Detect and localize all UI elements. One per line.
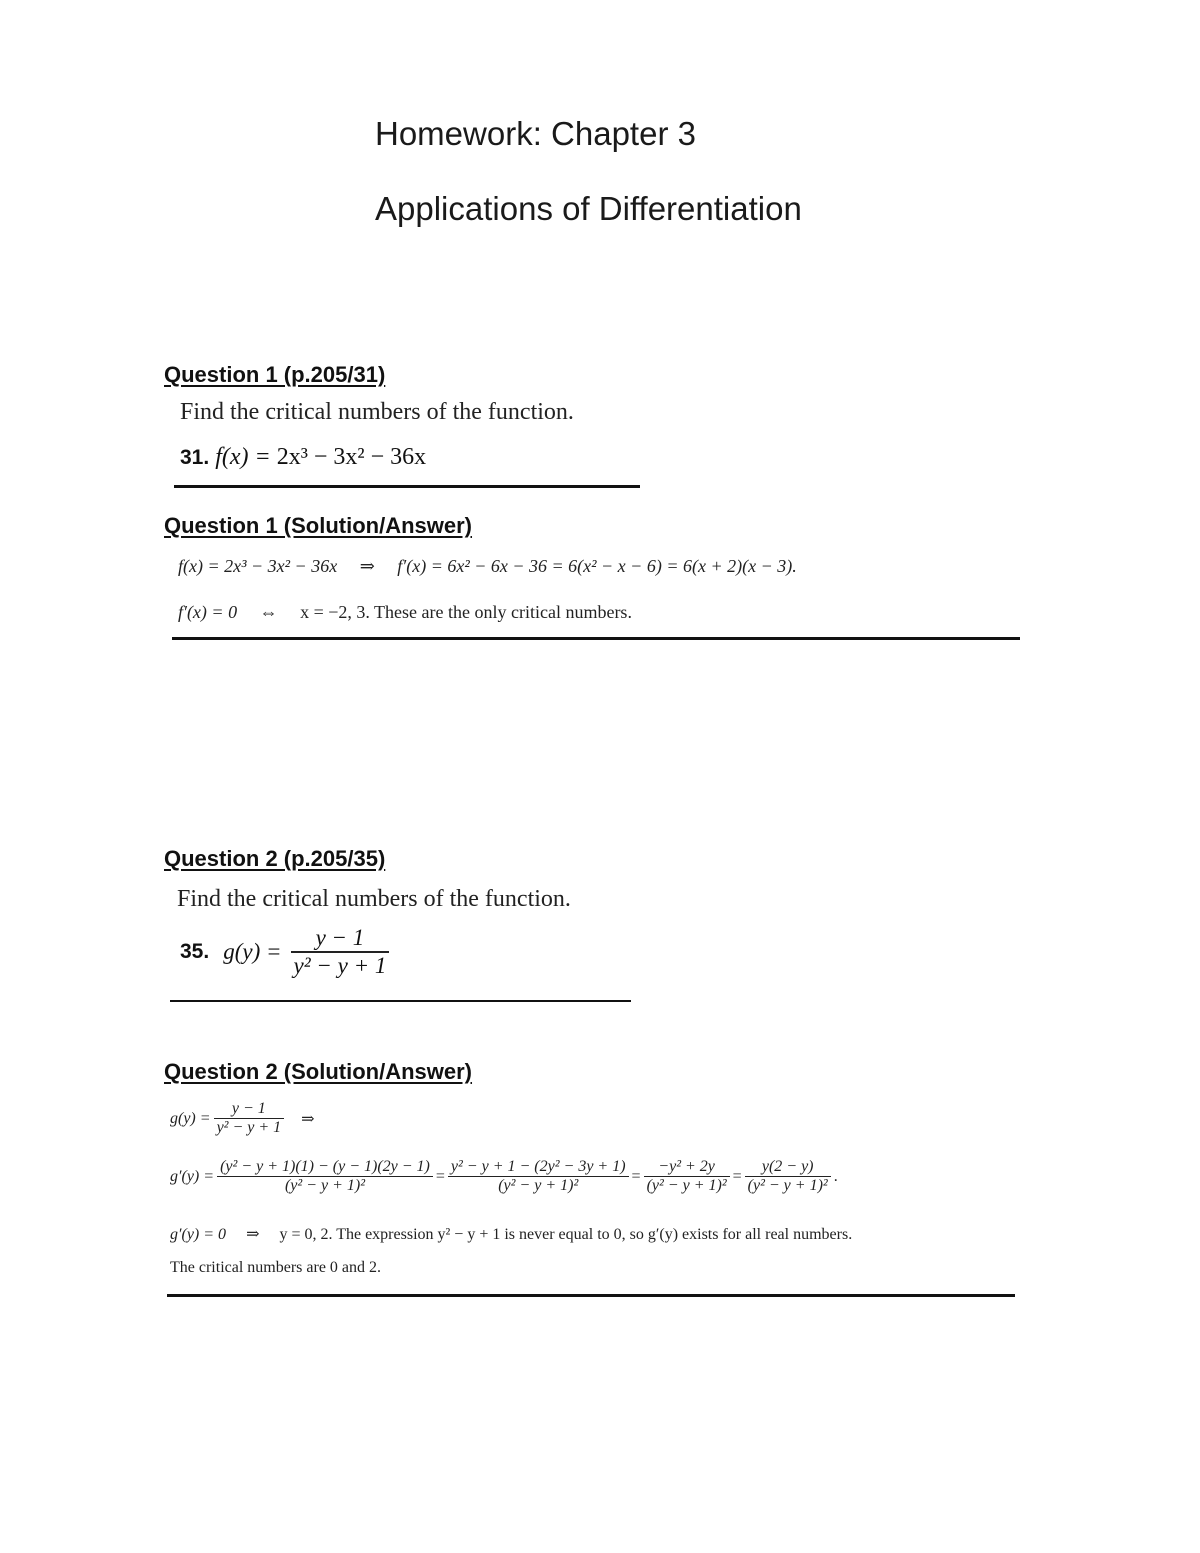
- question-1-heading: Question 1 (p.205/31): [164, 362, 386, 387]
- page-subtitle: Applications of Differentiation: [375, 190, 802, 227]
- fraction-denominator: (y² − y + 1)²: [747, 1177, 828, 1195]
- question-2-solution-line-3: [170, 1224, 852, 1244]
- question-1-problem: [180, 444, 426, 471]
- page-title: Homework: Chapter 3: [375, 115, 696, 152]
- problem-fraction: [291, 925, 390, 979]
- iff-arrow: ⇔: [259, 602, 278, 622]
- critical-condition: f′(x) = 0: [178, 602, 238, 622]
- fraction-numerator: y − 1: [231, 1100, 266, 1117]
- equals-sign: =: [435, 1167, 445, 1185]
- problem-number: 35.: [180, 940, 210, 964]
- critical-result: x = −2, 3. These are the only critical numbers.: [300, 602, 632, 622]
- question-1-prompt: Find the critical numbers of the function.: [180, 399, 574, 425]
- divider-line: [167, 1294, 1015, 1297]
- question-1-solution-line-1: [178, 556, 797, 577]
- problem-number: 31.: [180, 446, 210, 469]
- problem-lhs: g(y) =: [223, 939, 282, 965]
- fraction-numerator: y(2 − y): [761, 1158, 814, 1175]
- fraction-denominator: (y² − y + 1)²: [498, 1177, 579, 1195]
- simplified-fraction: [644, 1158, 730, 1196]
- problem-rhs: 2x³ − 3x² − 36x: [276, 444, 427, 470]
- critical-result: y = 0, 2. The expression y² − y + 1 is never equal to 0, so g′(y) exists for all real numbers.: [279, 1226, 853, 1243]
- divider-line: [174, 485, 640, 488]
- fraction-numerator: y² − y + 1 − (2y² − 3y + 1): [450, 1158, 626, 1175]
- g-prime-lhs: g′(y) =: [170, 1167, 215, 1185]
- question-2-solution-line-4: The critical numbers are 0 and 2.: [170, 1259, 382, 1276]
- g-fraction: [214, 1100, 285, 1138]
- implies-arrow: ⇒: [301, 1110, 315, 1128]
- fraction-denominator: (y² − y + 1)²: [284, 1177, 365, 1195]
- question-1-solution-line-2: [178, 602, 632, 623]
- question-2-solution-line-2: [170, 1158, 838, 1196]
- fraction-numerator: y − 1: [315, 925, 365, 950]
- expanded-fraction: [448, 1158, 629, 1196]
- g-lhs: g(y) =: [170, 1109, 211, 1127]
- fraction-numerator: (y² − y + 1)(1) − (y − 1)(2y − 1): [220, 1158, 430, 1175]
- quotient-rule-fraction: [217, 1158, 433, 1196]
- question-2-prompt: Find the critical numbers of the function.: [177, 886, 571, 912]
- critical-condition: g′(y) = 0: [170, 1226, 227, 1243]
- question-2-solution-heading: Question 2 (Solution/Answer): [164, 1059, 473, 1084]
- question-2-problem: [180, 925, 392, 979]
- implies-arrow: ⇒: [246, 1226, 260, 1243]
- period: .: [833, 1167, 838, 1185]
- solution-expression: f(x) = 2x³ − 3x² − 36x: [178, 556, 338, 576]
- question-1-solution-heading: Question 1 (Solution/Answer): [164, 513, 473, 538]
- derivative-expression: f′(x) = 6x² − 6x − 36 = 6(x² − x − 6) = 6(x + 2)(x − 3).: [397, 556, 797, 576]
- fraction-denominator: y² − y + 1: [293, 952, 387, 978]
- divider-line: [172, 637, 1020, 640]
- factored-fraction: [745, 1158, 831, 1196]
- problem-lhs: f(x) =: [215, 444, 277, 470]
- divider-line: [170, 1000, 631, 1002]
- equals-sign: =: [631, 1167, 641, 1185]
- question-2-solution-line-1: [170, 1100, 315, 1138]
- implies-arrow: ⇒: [359, 556, 375, 576]
- fraction-denominator: y² − y + 1: [216, 1119, 282, 1137]
- equals-sign: =: [732, 1167, 742, 1185]
- question-2-heading: Question 2 (p.205/35): [164, 846, 386, 871]
- fraction-denominator: (y² − y + 1)²: [646, 1177, 727, 1195]
- fraction-numerator: −y² + 2y: [658, 1158, 715, 1175]
